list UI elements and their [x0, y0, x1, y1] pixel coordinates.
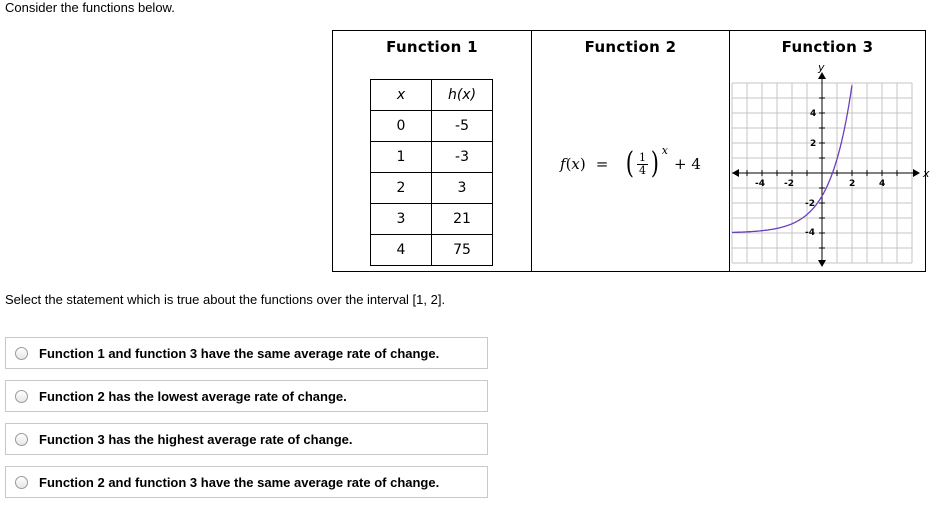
table-header-row	[371, 80, 493, 111]
function-2-title: Function 2	[584, 38, 677, 56]
function-1-table	[370, 79, 493, 266]
radio-button[interactable]	[15, 347, 28, 360]
function-2-cell	[531, 31, 729, 271]
answer-option-label: Function 3 has the highest average rate of change.	[39, 431, 353, 447]
formula-function-name: f	[560, 155, 566, 173]
formula-base: ( $\frac{1}{4}$ )	[626, 146, 660, 181]
table-cell: 75	[432, 235, 493, 266]
table-row	[371, 142, 493, 173]
y-tick-label: 2	[810, 139, 817, 149]
radio-button[interactable]	[15, 433, 28, 446]
table-cell: 3	[432, 173, 493, 204]
function-1-cell	[333, 31, 531, 271]
y-axis-label: y	[818, 61, 825, 74]
formula-fraction	[637, 152, 648, 177]
fraction-numerator: 1	[639, 150, 647, 164]
table-row	[371, 111, 493, 142]
answer-option-1[interactable]	[5, 337, 488, 369]
function-3-graph	[730, 61, 930, 267]
table-row	[371, 235, 493, 266]
x-axis-arrow-left-icon	[732, 169, 739, 177]
x-tick-label: 4	[879, 179, 886, 189]
functions-panel	[332, 30, 930, 272]
intro-text: Consider the functions below.	[5, 0, 175, 15]
answer-option-2[interactable]	[5, 380, 488, 412]
function-2-formula: f ( x ) = ( $\frac{1}{4}$ ) x + 4	[560, 143, 701, 181]
table-cell: 4	[371, 235, 432, 266]
question-text: Select the statement which is true about the functions over the interval [1, 2].	[5, 292, 446, 307]
x-axis-label: x	[923, 167, 930, 180]
x-axis-arrow-right-icon	[913, 169, 920, 177]
y-tick-label: -4	[805, 228, 815, 238]
x-tick-label: 2	[849, 179, 856, 189]
table-row	[371, 204, 493, 235]
radio-button[interactable]	[15, 390, 28, 403]
answer-option-label: Function 2 and function 3 have the same average rate of change.	[39, 474, 440, 490]
answer-option-label: Function 2 has the lowest average rate of change.	[39, 388, 347, 404]
function-3-cell	[729, 31, 930, 271]
formula-equals: =	[595, 155, 609, 173]
y-tick-label: 4	[810, 109, 817, 119]
formula-exponent: x	[661, 143, 668, 157]
table-header-x: x	[371, 80, 432, 111]
x-tick-label: -4	[755, 179, 765, 189]
radio-button[interactable]	[15, 476, 28, 489]
fraction-denominator: 4	[639, 163, 647, 177]
function-3-title: Function 3	[781, 38, 874, 56]
table-cell: 0	[371, 111, 432, 142]
function-1-title: Function 1	[386, 38, 478, 56]
table-cell: 1	[371, 142, 432, 173]
table-row	[371, 173, 493, 204]
table-cell: -3	[432, 142, 493, 173]
y-tick-label: -2	[805, 199, 815, 209]
table-cell: 3	[371, 204, 432, 235]
x-tick-label: -2	[784, 179, 794, 189]
formula-variable: x	[571, 155, 580, 173]
answer-option-3[interactable]	[5, 423, 488, 455]
answer-option-label: Function 1 and function 3 have the same average rate of change.	[39, 345, 440, 361]
answer-option-4[interactable]	[5, 466, 488, 498]
table-cell: -5	[432, 111, 493, 142]
table-cell: 21	[432, 204, 493, 235]
formula-plus-constant: + 4	[673, 155, 701, 173]
table-cell: 2	[371, 173, 432, 204]
table-header-hx: h(x)	[432, 80, 493, 111]
